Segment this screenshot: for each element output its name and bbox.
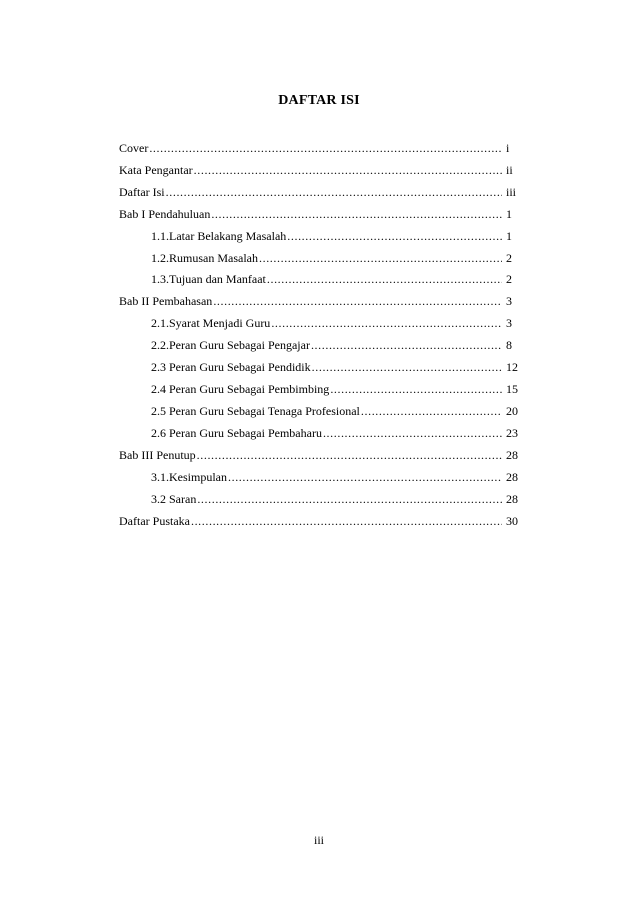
toc-entry-title: Cover (119, 140, 149, 155)
toc-entry (119, 247, 530, 269)
toc-entry-title: 2.3 Peran Guru Sebagai Pendidik (151, 360, 311, 375)
toc-entry-page: 3 (506, 316, 512, 331)
toc-entry (119, 488, 530, 510)
toc-entry-page: 28 (506, 491, 518, 506)
toc-dot-leader (211, 207, 502, 221)
toc-entry-page: 2 (506, 272, 512, 287)
toc-entry (119, 510, 530, 532)
toc-dot-leader (191, 514, 502, 528)
toc-entry-page: 1 (506, 228, 512, 243)
toc-entry (119, 356, 530, 378)
toc-entry-title: Bab II Pembahasan (119, 294, 213, 309)
toc-entry (119, 378, 530, 400)
toc-entry-page: 20 (506, 404, 518, 419)
toc-entry-page: 15 (506, 382, 518, 397)
toc-entry-page: 12 (506, 360, 518, 375)
toc-dot-leader (166, 185, 502, 199)
toc-entry (119, 422, 530, 444)
toc-entry-page: i (506, 140, 510, 155)
toc-entry-title: 1.2.Rumusan Masalah (151, 250, 258, 265)
toc-dot-leader (267, 272, 502, 286)
toc-entry-title: Bab I Pendahuluan (119, 206, 211, 221)
toc-dot-leader (287, 229, 502, 243)
toc-entry-page: 28 (506, 469, 518, 484)
toc-entry-title: 2.4 Peran Guru Sebagai Pembimbing (151, 382, 330, 397)
toc-entry (119, 290, 530, 312)
toc-entry-title: Bab III Penutup (119, 447, 196, 462)
toc-entry-page: 2 (506, 250, 512, 265)
toc-entry-title: 1.1.Latar Belakang Masalah (151, 228, 287, 243)
toc-entry-page: 1 (506, 206, 512, 221)
toc-entry-page: 30 (506, 513, 518, 528)
toc-entry-title: 2.5 Peran Guru Sebagai Tenaga Profesional (151, 404, 360, 419)
toc-entry-title: 3.2 Saran (151, 491, 197, 506)
table-of-contents (119, 137, 530, 532)
toc-dot-leader (194, 163, 502, 177)
toc-dot-leader (197, 448, 502, 462)
toc-entry (119, 225, 530, 247)
toc-dot-leader (197, 492, 502, 506)
toc-entry (119, 466, 530, 488)
toc-entry-title: 2.1.Syarat Menjadi Guru (151, 316, 271, 331)
toc-entry (119, 312, 530, 334)
toc-entry-title: 2.2.Peran Guru Sebagai Pengajar (151, 338, 310, 353)
toc-dot-leader (323, 426, 502, 440)
toc-dot-leader (213, 294, 502, 308)
toc-dot-leader (330, 382, 502, 396)
toc-entry (119, 137, 530, 159)
toc-dot-leader (312, 360, 502, 374)
toc-entry-page: 23 (506, 425, 518, 440)
toc-entry (119, 159, 530, 181)
toc-entry (119, 334, 530, 356)
toc-entry-title: Kata Pengantar (119, 162, 193, 177)
toc-entry-page: iii (506, 184, 517, 199)
toc-dot-leader (259, 251, 502, 265)
toc-entry (119, 400, 530, 422)
page-number: iii (313, 833, 324, 847)
toc-dot-leader (271, 316, 502, 330)
toc-dot-leader (361, 404, 502, 418)
toc-entry-page: 28 (506, 447, 518, 462)
toc-entry-page: 3 (506, 294, 512, 309)
toc-entry-page: ii (506, 162, 513, 177)
page-title: DAFTAR ISI (278, 93, 360, 108)
toc-dot-leader (149, 141, 502, 155)
toc-entry-title: Daftar Pustaka (119, 513, 190, 528)
toc-entry-title: 1.3.Tujuan dan Manfaat (151, 272, 266, 287)
toc-entry-page: 8 (506, 338, 512, 353)
toc-entry (119, 444, 530, 466)
toc-entry-title: 3.1.Kesimpulan (151, 469, 227, 484)
toc-entry-title: 2.6 Peran Guru Sebagai Pembaharu (151, 425, 322, 440)
toc-entry-title: Daftar Isi (119, 184, 165, 199)
toc-entry (119, 269, 530, 291)
toc-entry (119, 203, 530, 225)
toc-dot-leader (311, 338, 502, 352)
toc-entry (119, 181, 530, 203)
toc-dot-leader (228, 470, 502, 484)
